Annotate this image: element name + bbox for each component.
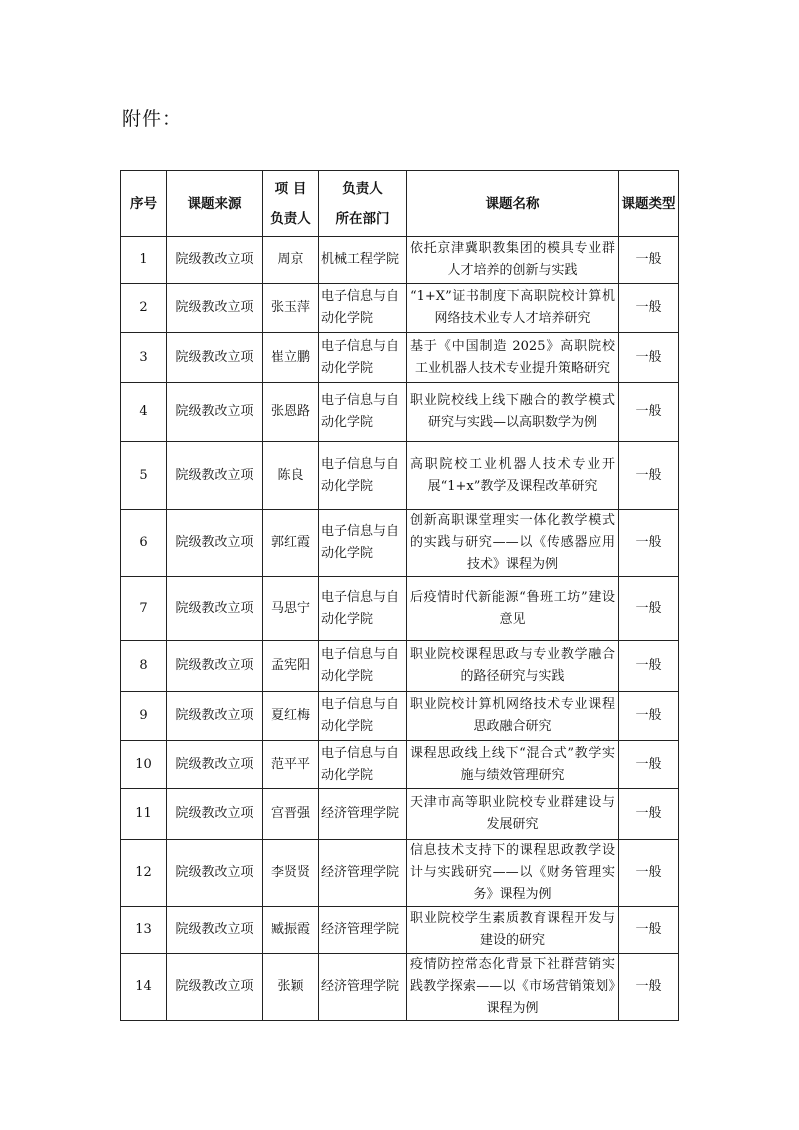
- cell-dept: 经济管理学院: [319, 789, 407, 840]
- table-header-row: [121, 171, 679, 237]
- table-row: [121, 641, 679, 692]
- cell-dept: 电子信息与自动化学院: [319, 383, 407, 442]
- project-table: [120, 170, 679, 1021]
- cell-seq: 5: [121, 442, 167, 510]
- cell-title: “1+X”证书制度下高职院校计算机网络技术业专人才培养研究: [407, 284, 619, 333]
- cell-source: 院级教改立项: [167, 333, 263, 383]
- cell-seq: 10: [121, 741, 167, 789]
- cell-title: 信息技术支持下的课程思政教学设计与实践研究——以《财务管理实务》课程为例: [407, 840, 619, 907]
- table-row: [121, 741, 679, 789]
- cell-type: 一般: [619, 237, 679, 284]
- cell-type: 一般: [619, 954, 679, 1021]
- cell-dept: 电子信息与自动化学院: [319, 577, 407, 641]
- cell-leader: 夏红梅: [263, 692, 319, 741]
- cell-seq: 7: [121, 577, 167, 641]
- cell-type: 一般: [619, 333, 679, 383]
- table-row: [121, 954, 679, 1021]
- cell-type: 一般: [619, 284, 679, 333]
- cell-type: 一般: [619, 383, 679, 442]
- cell-seq: 11: [121, 789, 167, 840]
- table-row: [121, 333, 679, 383]
- cell-source: 院级教改立项: [167, 840, 263, 907]
- cell-title: 课程思政线上线下“混合式”教学实施与绩效管理研究: [407, 741, 619, 789]
- cell-leader: 李贤贤: [263, 840, 319, 907]
- cell-leader: 范平平: [263, 741, 319, 789]
- table-row: [121, 510, 679, 577]
- cell-title: 职业院校课程思政与专业教学融合的路径研究与实践: [407, 641, 619, 692]
- table-row: [121, 789, 679, 840]
- cell-source: 院级教改立项: [167, 284, 263, 333]
- cell-source: 院级教改立项: [167, 907, 263, 954]
- cell-source: 院级教改立项: [167, 692, 263, 741]
- cell-seq: 9: [121, 692, 167, 741]
- cell-type: 一般: [619, 641, 679, 692]
- cell-source: 院级教改立项: [167, 510, 263, 577]
- cell-dept: 电子信息与自动化学院: [319, 510, 407, 577]
- cell-leader: 张颖: [263, 954, 319, 1021]
- cell-seq: 8: [121, 641, 167, 692]
- cell-title: 天津市高等职业院校专业群建设与发展研究: [407, 789, 619, 840]
- cell-dept: 电子信息与自动化学院: [319, 741, 407, 789]
- cell-title: 职业院校计算机网络技术专业课程思政融合研究: [407, 692, 619, 741]
- cell-leader: 马思宁: [263, 577, 319, 641]
- cell-leader: 宫晋强: [263, 789, 319, 840]
- cell-title: 高职院校工业机器人技术专业开展“1+x”教学及课程改革研究: [407, 442, 619, 510]
- cell-source: 院级教改立项: [167, 789, 263, 840]
- table-row: [121, 237, 679, 284]
- header-title: 课题名称: [407, 171, 619, 237]
- cell-leader: 崔立鹏: [263, 333, 319, 383]
- table-row: [121, 577, 679, 641]
- table-row: [121, 284, 679, 333]
- cell-leader: 周京: [263, 237, 319, 284]
- table-row: [121, 692, 679, 741]
- cell-leader: 孟宪阳: [263, 641, 319, 692]
- cell-dept: 电子信息与自动化学院: [319, 333, 407, 383]
- cell-seq: 14: [121, 954, 167, 1021]
- cell-dept: 电子信息与自动化学院: [319, 641, 407, 692]
- cell-title: 基于《中国制造 2025》高职院校工业机器人技术专业提升策略研究: [407, 333, 619, 383]
- cell-source: 院级教改立项: [167, 442, 263, 510]
- cell-leader: 郭红霞: [263, 510, 319, 577]
- cell-source: 院级教改立项: [167, 954, 263, 1021]
- cell-dept: 电子信息与自动化学院: [319, 692, 407, 741]
- cell-seq: 2: [121, 284, 167, 333]
- table-row: [121, 840, 679, 907]
- cell-leader: 臧振霞: [263, 907, 319, 954]
- cell-title: 疫情防控常态化背景下社群营销实践教学探索——以《市场营销策划》课程为例: [407, 954, 619, 1021]
- cell-seq: 6: [121, 510, 167, 577]
- header-leader: 项 目 负责人: [263, 171, 319, 237]
- cell-leader: 张恩路: [263, 383, 319, 442]
- table-row: [121, 907, 679, 954]
- cell-type: 一般: [619, 789, 679, 840]
- cell-source: 院级教改立项: [167, 741, 263, 789]
- cell-source: 院级教改立项: [167, 577, 263, 641]
- cell-dept: 电子信息与自动化学院: [319, 284, 407, 333]
- cell-type: 一般: [619, 442, 679, 510]
- table-row: [121, 442, 679, 510]
- cell-leader: 陈良: [263, 442, 319, 510]
- table-body: [121, 237, 679, 1021]
- attachment-label: 附件：: [122, 108, 183, 130]
- cell-type: 一般: [619, 692, 679, 741]
- cell-type: 一般: [619, 510, 679, 577]
- cell-title: 职业院校学生素质教育课程开发与建设的研究: [407, 907, 619, 954]
- cell-type: 一般: [619, 907, 679, 954]
- cell-type: 一般: [619, 840, 679, 907]
- cell-seq: 4: [121, 383, 167, 442]
- cell-seq: 12: [121, 840, 167, 907]
- cell-dept: 经济管理学院: [319, 907, 407, 954]
- cell-seq: 3: [121, 333, 167, 383]
- header-dept: 负责人 所在部门: [319, 171, 407, 237]
- header-seq: 序号: [121, 171, 167, 237]
- cell-leader: 张玉萍: [263, 284, 319, 333]
- cell-seq: 13: [121, 907, 167, 954]
- cell-seq: 1: [121, 237, 167, 284]
- cell-dept: 机械工程学院: [319, 237, 407, 284]
- cell-title: 职业院校线上线下融合的教学模式研究与实践—以高职数学为例: [407, 383, 619, 442]
- cell-dept: 经济管理学院: [319, 954, 407, 1021]
- cell-title: 创新高职课堂理实一体化教学模式的实践与研究——以《传感器应用技术》课程为例: [407, 510, 619, 577]
- cell-title: 依托京津冀职教集团的模具专业群人才培养的创新与实践: [407, 237, 619, 284]
- header-source: 课题来源: [167, 171, 263, 237]
- table-row: [121, 383, 679, 442]
- cell-dept: 经济管理学院: [319, 840, 407, 907]
- header-type: 课题类型: [619, 171, 679, 237]
- cell-type: 一般: [619, 577, 679, 641]
- cell-source: 院级教改立项: [167, 641, 263, 692]
- cell-source: 院级教改立项: [167, 237, 263, 284]
- cell-title: 后疫情时代新能源“鲁班工坊”建设意见: [407, 577, 619, 641]
- cell-type: 一般: [619, 741, 679, 789]
- cell-dept: 电子信息与自动化学院: [319, 442, 407, 510]
- cell-source: 院级教改立项: [167, 383, 263, 442]
